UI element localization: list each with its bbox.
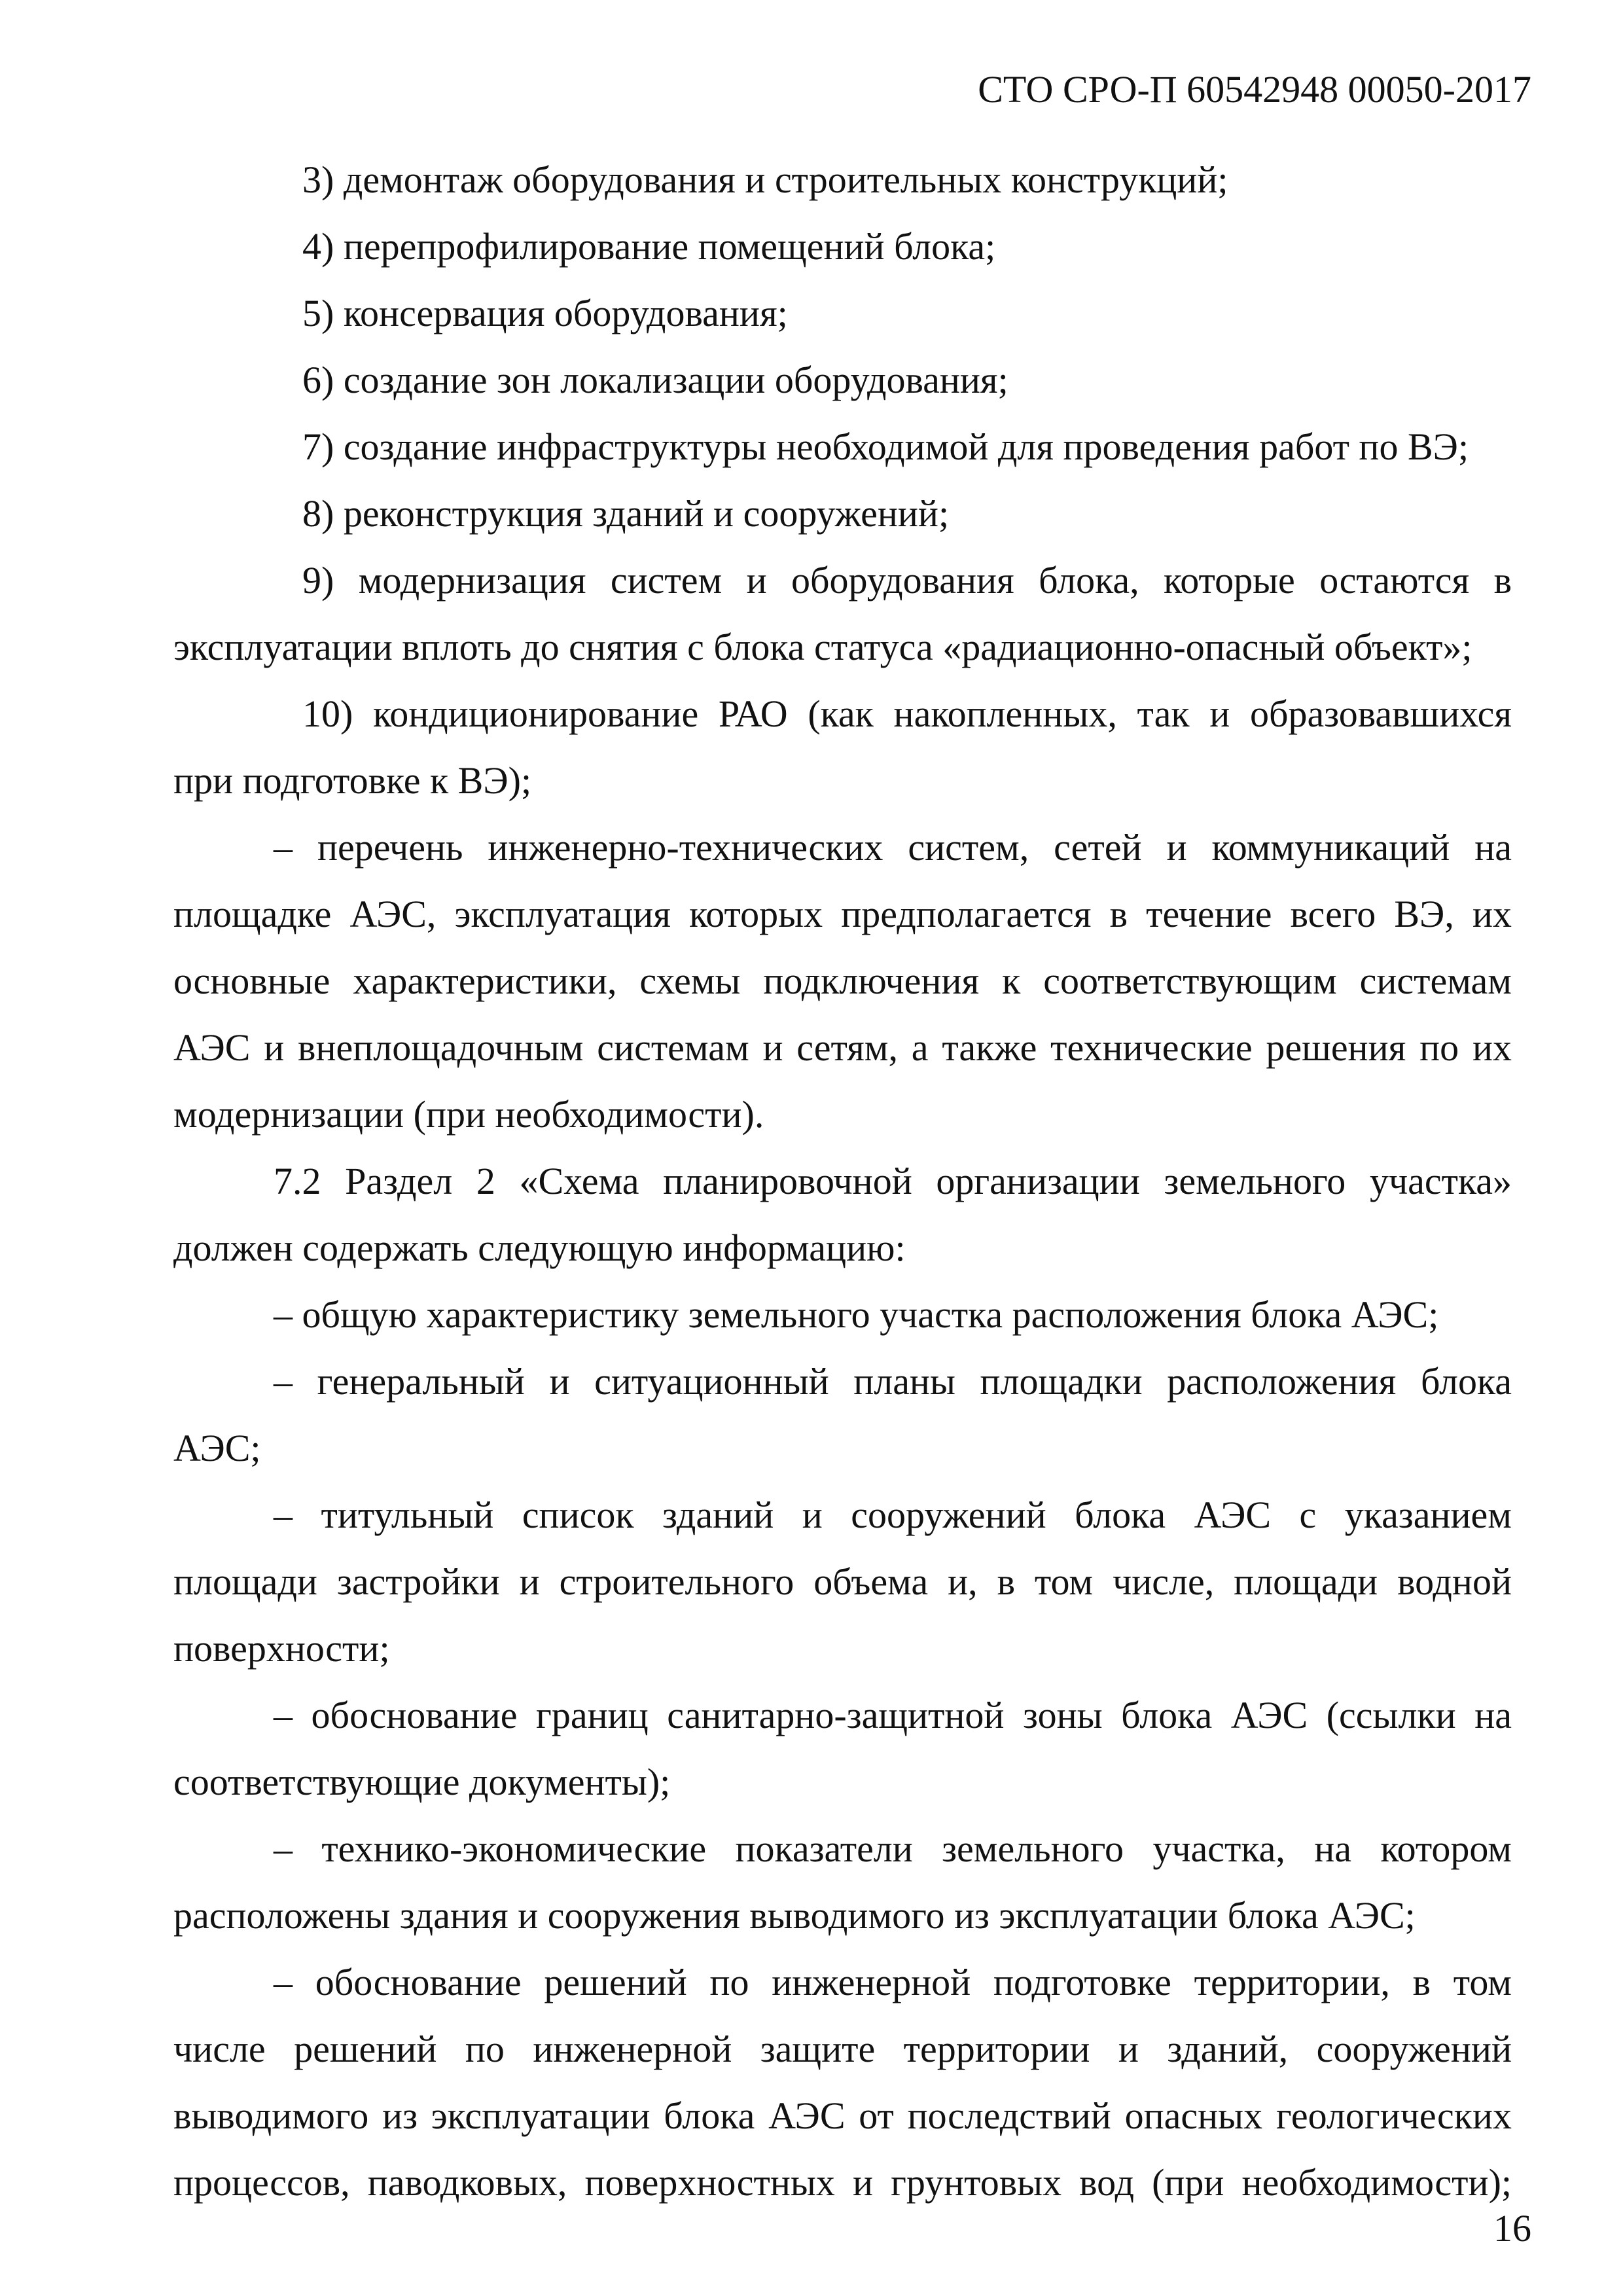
dash-item-systems-line5: модернизации (при необходимости). <box>173 1093 764 1136</box>
list-item-3: 3) демонтаж оборудования и строительных конструкций; <box>302 158 1228 201</box>
dash-item-engineering-line4: процессов, паводковых, поверхностных и грунтовых вод (при необходимости); <box>173 2161 1512 2204</box>
dash-item-indicators-line2: расположены здания и сооружения выводимого из эксплуатации блока АЭС; <box>173 1894 1416 1937</box>
dash-item-sanitary-zone-line1: – обоснование границ санитарно-защитной зоны блока АЭС (ссылки на <box>274 1694 1512 1736</box>
list-item-5: 5) консервация оборудования; <box>302 292 788 334</box>
dash-item-systems-line2: площадке АЭС, эксплуатация которых предполагается в течение всего ВЭ, их <box>173 893 1512 935</box>
dash-item-title-list-line1: – титульный список зданий и сооружений блока АЭС с указанием <box>274 1494 1512 1536</box>
document-code-header: СТО СРО-П 60542948 00050-2017 <box>978 68 1531 111</box>
section-7-2-line2: должен содержать следующую информацию: <box>173 1227 906 1269</box>
list-item-8: 8) реконструкция зданий и сооружений; <box>302 492 950 535</box>
section-7-2-line1: 7.2 Раздел 2 «Схема планировочной организации земельного участка» <box>274 1160 1512 1202</box>
dash-item-indicators-line1: – технико-экономические показатели земельного участка, на котором <box>274 1827 1512 1870</box>
list-item-9-line1: 9) модернизация систем и оборудования блока, которые остаются в <box>302 559 1512 601</box>
dash-item-systems-line4: АЭС и внеплощадочным системам и сетям, а также технические решения по их <box>173 1026 1512 1069</box>
list-item-9-line2: эксплуатации вплоть до снятия с блока статуса «радиационно-опасный объект»; <box>173 626 1472 668</box>
dash-item-title-list-line2: площади застройки и строительного объема и, в том числе, площади водной <box>173 1560 1512 1603</box>
list-item-7: 7) создание инфраструктуры необходимой для проведения работ по ВЭ; <box>302 425 1469 468</box>
dash-item-systems-line3: основные характеристики, схемы подключения к соответствующим системам <box>173 960 1512 1002</box>
dash-item-plans-line1: – генеральный и ситуационный планы площадки расположения блока <box>274 1360 1512 1403</box>
list-item-4: 4) перепрофилирование помещений блока; <box>302 225 996 268</box>
dash-item-engineering-line2: числе решений по инженерной защите территории и зданий, сооружений <box>173 2028 1512 2070</box>
dash-item-plans-line2: АЭС; <box>173 1427 261 1469</box>
list-item-10-line2: при подготовке к ВЭ); <box>173 759 532 802</box>
dash-item-systems-line1: – перечень инженерно-технических систем, сетей и коммуникаций на <box>274 826 1512 869</box>
dash-item-engineering-line1: – обоснование решений по инженерной подготовке территории, в том <box>274 1961 1512 2003</box>
dash-item-sanitary-zone-line2: соответствующие документы); <box>173 1761 671 1803</box>
dash-item-characteristics: – общую характеристику земельного участка расположения блока АЭС; <box>274 1293 1439 1336</box>
dash-item-engineering-line3: выводимого из эксплуатации блока АЭС от последствий опасных геологических <box>173 2094 1512 2137</box>
page-number: 16 <box>1493 2207 1531 2250</box>
list-item-6: 6) создание зон локализации оборудования; <box>302 359 1008 401</box>
list-item-10-line1: 10) кондиционирование РАО (как накопленных, так и образовавшихся <box>302 692 1512 735</box>
dash-item-title-list-line3: поверхности; <box>173 1627 390 1670</box>
